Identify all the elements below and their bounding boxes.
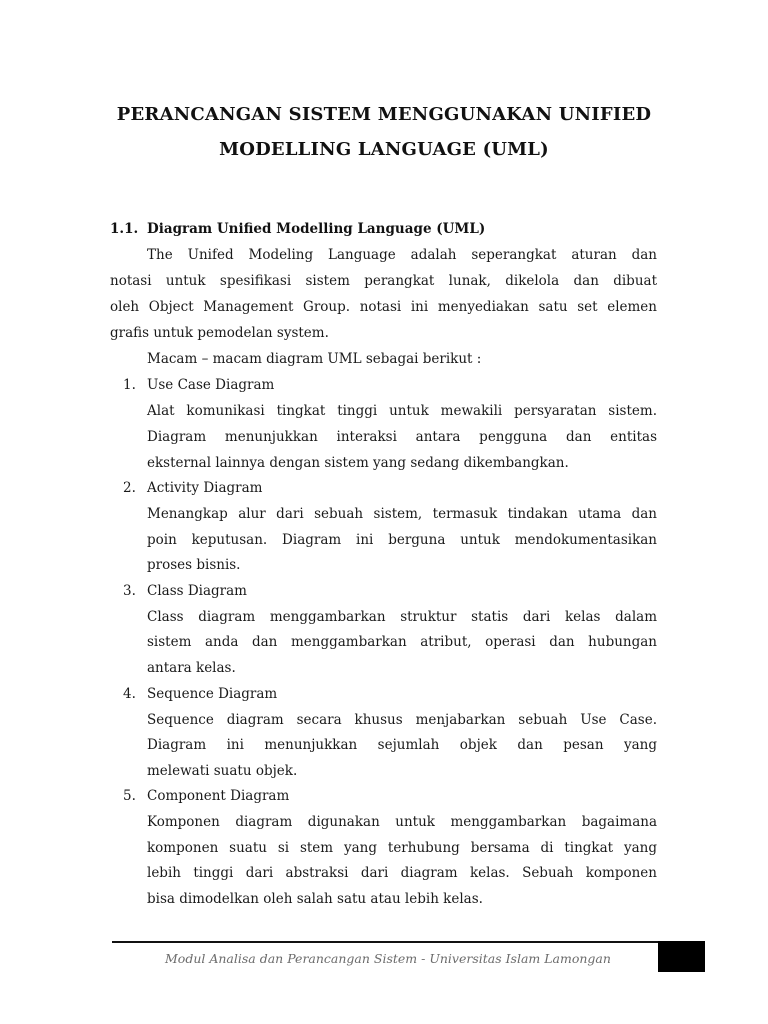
list-item-line: proses bisnis. xyxy=(147,557,241,573)
list-item-line: antara kelas. xyxy=(147,660,236,676)
intro-line: The Unifed Modeling Language adalah seperangkat aturan dan xyxy=(147,247,657,263)
list-item-title: Class Diagram xyxy=(147,583,247,599)
list-item-number: 2. xyxy=(123,480,136,496)
list-item-line: Komponen diagram digunakan untuk menggambarkan bagaimana xyxy=(147,814,657,830)
list-item-line: Alat komunikasi tingkat tinggi untuk mewakili persyaratan sistem. xyxy=(147,403,657,419)
document-title-line-2: MODELLING LANGUAGE (UML) xyxy=(219,139,549,160)
document-title-line-1: PERANCANGAN SISTEM MENGGUNAKAN UNIFIED xyxy=(116,104,652,125)
list-item-number: 5. xyxy=(123,788,136,804)
list-item-number: 3. xyxy=(123,583,136,599)
list-item-title: Sequence Diagram xyxy=(147,686,278,702)
intro-line: notasi untuk spesifikasi sistem perangkat lunak, dikelola dan dibuat xyxy=(110,273,657,289)
list-item-line: bisa dimodelkan oleh salah satu atau lebih kelas. xyxy=(147,891,483,907)
list-item-line: Sequence diagram secara khusus menjabarkan sebuah Use Case. xyxy=(147,712,657,728)
footer-divider xyxy=(112,941,658,943)
list-item-number: 4. xyxy=(123,686,136,702)
list-intro: Macam – macam diagram UML sebagai berikut : xyxy=(147,351,482,367)
list-item-line: Diagram menunjukkan interaksi antara pengguna dan entitas xyxy=(147,429,657,445)
list-item-title: Activity Diagram xyxy=(147,480,263,496)
intro-line: grafis untuk pemodelan system. xyxy=(110,325,329,341)
list-item-line: Menangkap alur dari sebuah sistem, termasuk tindakan utama dan xyxy=(147,506,657,522)
list-item-line: Diagram ini menunjukkan sejumlah objek dan pesan yang xyxy=(147,737,657,753)
list-item-line: poin keputusan. Diagram ini berguna untuk mendokumentasikan xyxy=(147,532,657,548)
list-item-line: eksternal lainnya dengan sistem yang sedang dikembangkan. xyxy=(147,455,569,471)
page-number-box xyxy=(658,941,705,972)
footer-text: Modul Analisa dan Perancangan Sistem - Universitas Islam Lamongan xyxy=(165,951,611,966)
section-heading-text: Diagram Unified Modelling Language (UML) xyxy=(147,221,486,237)
section-number: 1.1. xyxy=(110,221,139,237)
intro-line: oleh Object Management Group. notasi ini menyediakan satu set elemen xyxy=(110,299,657,315)
list-item-line: Class diagram menggambarkan struktur statis dari kelas dalam xyxy=(147,609,657,625)
list-item-line: melewati suatu objek. xyxy=(147,763,298,779)
list-item-line: lebih tinggi dari abstraksi dari diagram kelas. Sebuah komponen xyxy=(147,865,657,881)
list-item-title: Use Case Diagram xyxy=(147,377,275,393)
section-heading xyxy=(110,221,485,237)
list-item-line: komponen suatu si stem yang terhubung bersama di tingkat yang xyxy=(147,840,657,856)
list-item-number: 1. xyxy=(123,377,136,393)
list-item-line: sistem anda dan menggambarkan atribut, operasi dan hubungan xyxy=(147,634,657,650)
list-item-title: Component Diagram xyxy=(147,788,290,804)
